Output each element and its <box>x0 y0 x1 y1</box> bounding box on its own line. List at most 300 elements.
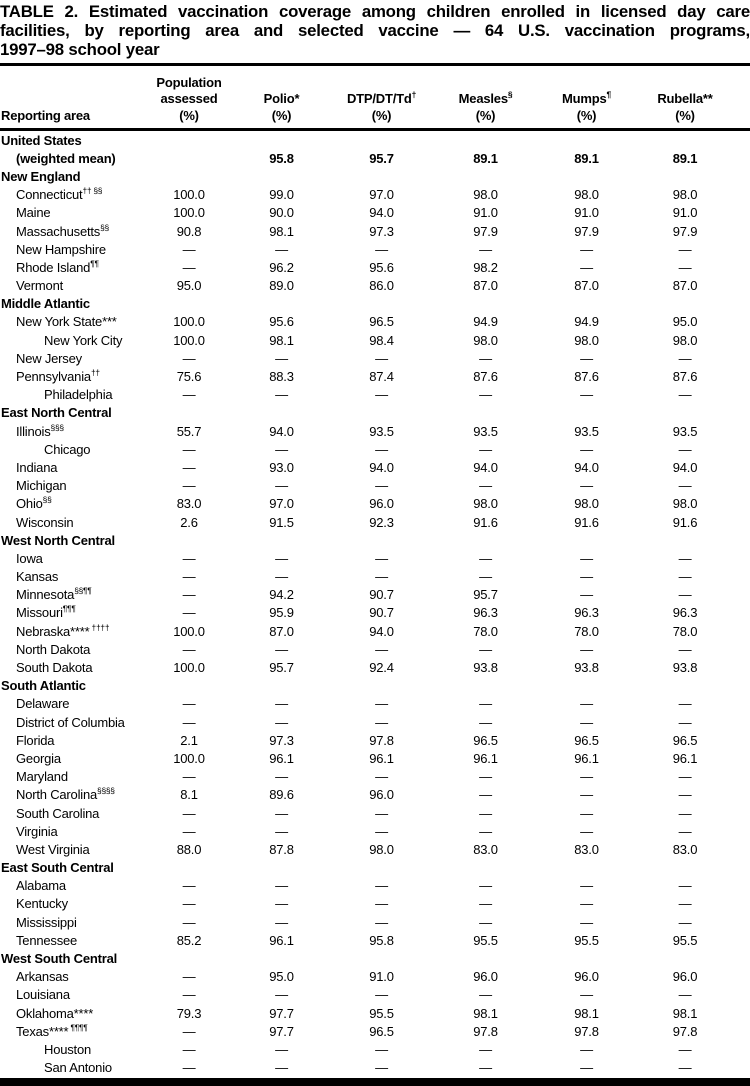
bottom-rule <box>0 1078 750 1086</box>
cell-value: — <box>275 241 288 257</box>
cell-value: 98.4 <box>369 332 394 348</box>
cell-value: 95.0 <box>269 969 294 985</box>
cell-value: 89.1 <box>574 150 599 166</box>
section-row <box>0 531 750 549</box>
cell-value: 78.0 <box>473 623 498 639</box>
cell-value: 95.7 <box>369 150 394 166</box>
cell-value: 98.0 <box>473 187 498 203</box>
cell-value: — <box>479 805 492 821</box>
cell-value: — <box>275 696 288 712</box>
row-label: Rhode Island¶¶ <box>16 258 99 275</box>
cell-value: — <box>375 550 388 566</box>
table-row <box>0 331 750 349</box>
table-row <box>0 204 750 222</box>
cell-value: — <box>375 878 388 894</box>
cell-value: 87.6 <box>672 369 698 385</box>
cell-value: 91.0 <box>574 205 599 221</box>
cell-value: — <box>678 1041 692 1057</box>
cell-value: 87.6 <box>473 369 498 385</box>
footnote-marker: §§¶¶ <box>74 585 92 596</box>
section-row <box>0 167 750 185</box>
footnote-marker: ¶ <box>606 89 611 100</box>
footnote-marker: §§ <box>42 495 52 506</box>
cell-value: — <box>375 696 388 712</box>
cell-value: — <box>580 714 593 730</box>
cell-value: 96.1 <box>672 750 698 766</box>
cell-value: 89.1 <box>672 150 698 166</box>
cell-value: 94.0 <box>574 459 599 475</box>
footnote-marker: ¶¶ <box>90 258 99 269</box>
cell-value: 97.8 <box>369 732 394 748</box>
row-label: Oklahoma**** <box>16 1005 94 1021</box>
cell-value: 93.8 <box>574 660 599 676</box>
footnote-marker: ¶¶¶¶ <box>68 1022 88 1033</box>
cell-value: — <box>182 805 196 821</box>
cell-value: 92.3 <box>369 514 394 530</box>
cell-value: — <box>182 587 196 603</box>
cell-value: — <box>275 769 288 785</box>
table-row <box>0 422 750 440</box>
cell-value: — <box>580 587 593 603</box>
table-row <box>0 604 750 622</box>
cell-value: 96.1 <box>269 750 294 766</box>
cell-value: 94.0 <box>369 623 394 639</box>
cell-value: — <box>182 1023 196 1039</box>
cell-value: — <box>182 478 196 494</box>
cell-value: — <box>479 478 492 494</box>
row-label: Kansas <box>16 569 59 585</box>
cell-value: — <box>479 787 492 803</box>
row-label: Delaware <box>16 696 70 712</box>
cell-value: 98.0 <box>574 187 599 203</box>
cell-value: 94.0 <box>269 423 294 439</box>
cell-value: 97.7 <box>269 1005 294 1021</box>
row-label: Kentucky <box>16 896 68 912</box>
cell-value: 96.3 <box>473 605 498 621</box>
cell-value: — <box>580 350 593 366</box>
cell-value: 95.5 <box>473 932 498 948</box>
cell-value: 96.5 <box>473 732 498 748</box>
column-header-unit: (%) <box>371 107 392 123</box>
cell-value: 97.9 <box>672 223 698 239</box>
cell-value: 95.7 <box>473 587 498 603</box>
cell-value: — <box>479 641 492 657</box>
cell-value: 94.0 <box>672 459 698 475</box>
cell-value: — <box>375 987 388 1003</box>
cell-value: — <box>182 569 196 585</box>
cell-value: — <box>275 805 288 821</box>
cell-value: 98.1 <box>473 1005 498 1021</box>
table-row <box>0 1022 750 1040</box>
cell-value: — <box>678 1060 692 1076</box>
table-title-line: TABLE 2. Estimated vaccination coverage among children enrolled in licensed day care <box>0 2 750 21</box>
cell-value: 97.0 <box>269 496 294 512</box>
footnote-marker: †† <box>90 367 100 378</box>
cell-value: 90.0 <box>269 205 294 221</box>
cell-value: — <box>182 241 196 257</box>
row-label: Chicago <box>44 441 91 457</box>
cell-value: 92.4 <box>369 660 394 676</box>
table-body <box>0 131 750 1077</box>
footnote-marker: †††† <box>89 622 110 633</box>
row-label: Louisiana <box>16 987 70 1003</box>
cell-value: — <box>678 714 692 730</box>
table-row <box>0 149 750 167</box>
row-label: Connecticut†† §§ <box>16 185 103 203</box>
cell-value: — <box>275 387 288 403</box>
table-row <box>0 1059 750 1077</box>
cell-value: 98.0 <box>672 187 698 203</box>
cell-value: 98.0 <box>672 332 698 348</box>
cell-value: 89.0 <box>269 278 294 294</box>
cell-value: — <box>479 878 492 894</box>
cell-value: 95.0 <box>672 314 698 330</box>
cell-value: 2.6 <box>180 514 198 530</box>
cell-value: — <box>182 641 196 657</box>
cell-value: 90.8 <box>176 223 202 239</box>
cell-value: — <box>678 587 692 603</box>
cell-value: 87.0 <box>473 278 498 294</box>
cell-value: 87.6 <box>574 369 599 385</box>
table-row <box>0 386 750 404</box>
cell-value: — <box>275 569 288 585</box>
cell-value: — <box>182 969 196 985</box>
row-label: San Antonio <box>44 1060 112 1076</box>
section-label: United States <box>1 132 82 148</box>
table-row <box>0 768 750 786</box>
row-label: Ohio§§ <box>16 495 52 512</box>
cell-value: 91.0 <box>672 205 698 221</box>
column-header-dtp-dt-td <box>330 91 433 124</box>
cell-value: 96.1 <box>269 932 294 948</box>
table-row <box>0 968 750 986</box>
cell-value: — <box>182 696 196 712</box>
table-row <box>0 895 750 913</box>
row-label: New York City <box>44 332 123 348</box>
cell-value: — <box>580 1060 593 1076</box>
section-label: West North Central <box>1 532 115 548</box>
cell-value: — <box>375 914 388 930</box>
cell-value: 96.0 <box>473 969 498 985</box>
cell-value: 95.0 <box>176 278 202 294</box>
cell-value: — <box>375 769 388 785</box>
cell-value: 98.1 <box>269 332 294 348</box>
cell-value: — <box>182 350 196 366</box>
cell-value: 55.7 <box>176 423 202 439</box>
section-label: Middle Atlantic <box>1 296 90 312</box>
table-row <box>0 277 750 295</box>
cell-value: 86.0 <box>369 278 394 294</box>
table-row <box>0 786 750 804</box>
cell-value: — <box>678 569 692 585</box>
row-label: Massachusetts§§ <box>16 222 109 239</box>
cell-value: — <box>275 1060 288 1076</box>
cell-value: — <box>275 641 288 657</box>
section-row <box>0 295 750 313</box>
cell-value: 96.5 <box>369 314 394 330</box>
cell-value: 96.0 <box>574 969 599 985</box>
table-title-line: facilities, by reporting area and selected vaccine — 64 U.S. vaccination programs, <box>0 21 750 40</box>
cell-value: — <box>580 896 593 912</box>
table-row <box>0 931 750 949</box>
cell-value: — <box>479 714 492 730</box>
cell-value: — <box>182 769 196 785</box>
cell-value: — <box>479 1060 492 1076</box>
column-header-rubella <box>635 91 735 124</box>
cell-value: 90.7 <box>369 587 394 603</box>
table-row <box>0 1040 750 1058</box>
cell-value: — <box>580 805 593 821</box>
cell-value: — <box>275 550 288 566</box>
table-row <box>0 1004 750 1022</box>
row-label: Nebraska**** †††† <box>16 622 110 639</box>
footnote-marker: §§§§ <box>97 786 115 797</box>
row-label: Florida <box>16 732 55 748</box>
cell-value: — <box>678 787 692 803</box>
cell-value: 96.5 <box>672 732 698 748</box>
cell-value: 79.3 <box>176 1005 202 1021</box>
row-label: Indiana <box>16 459 58 475</box>
cell-value: 95.8 <box>369 932 394 948</box>
cell-value: — <box>580 441 593 457</box>
cell-value: 95.6 <box>269 314 294 330</box>
cell-value: — <box>375 387 388 403</box>
cell-value: 96.1 <box>473 750 498 766</box>
cell-value: — <box>678 478 692 494</box>
cell-value: — <box>479 769 492 785</box>
cell-value: 91.0 <box>473 205 498 221</box>
cell-value: 100.0 <box>173 205 205 221</box>
row-label: Texas**** ¶¶¶¶ <box>16 1022 88 1039</box>
cell-value: 93.8 <box>672 660 698 676</box>
cell-value: 98.0 <box>672 496 698 512</box>
cell-value: 93.5 <box>473 423 498 439</box>
cell-value: 97.8 <box>672 1023 698 1039</box>
table-row <box>0 568 750 586</box>
cell-value: 78.0 <box>672 623 698 639</box>
row-label: South Carolina <box>16 805 100 821</box>
cell-value: — <box>375 569 388 585</box>
cell-value: 97.9 <box>574 223 599 239</box>
cell-value: — <box>182 441 196 457</box>
column-header-unit: (%) <box>576 107 597 123</box>
row-label: Illinois§§§ <box>16 422 64 439</box>
table-row <box>0 822 750 840</box>
cell-value: 89.1 <box>473 150 498 166</box>
cell-value: — <box>182 605 196 621</box>
footnote-marker: ¶¶¶ <box>62 604 76 615</box>
cell-value: 95.6 <box>369 259 394 275</box>
cell-value: — <box>580 641 593 657</box>
section-label: New England <box>1 168 81 184</box>
cell-value: 96.0 <box>672 969 698 985</box>
cell-value: 95.5 <box>672 932 698 948</box>
cell-value: — <box>479 696 492 712</box>
cell-value: — <box>275 441 288 457</box>
cell-value: 100.0 <box>173 187 205 203</box>
cell-value: 98.1 <box>269 223 294 239</box>
cell-value: 97.3 <box>269 732 294 748</box>
cell-value: — <box>182 896 196 912</box>
cell-value: — <box>580 1041 593 1057</box>
table-row <box>0 513 750 531</box>
table-row <box>0 186 750 204</box>
row-label: Vermont <box>16 278 64 294</box>
section-label: West South Central <box>1 951 118 967</box>
footnote-marker: §§§ <box>50 422 64 433</box>
cell-value: 2.1 <box>180 732 198 748</box>
cell-value: 93.5 <box>672 423 698 439</box>
row-label: Tennessee <box>16 932 78 948</box>
cell-value: 83.0 <box>176 496 202 512</box>
cell-value: 95.8 <box>269 150 294 166</box>
row-label: Georgia <box>16 750 61 766</box>
cell-value: 91.0 <box>369 969 394 985</box>
cell-value: 97.3 <box>369 223 394 239</box>
cell-value: — <box>182 1060 196 1076</box>
table-row <box>0 913 750 931</box>
cell-value: — <box>375 896 388 912</box>
cell-value: — <box>479 441 492 457</box>
cell-value: 98.0 <box>473 332 498 348</box>
row-label: New Hampshire <box>16 241 106 257</box>
row-label: North Carolina§§§§ <box>16 786 115 803</box>
row-label: Pennsylvania†† <box>16 367 100 385</box>
cell-value: — <box>275 823 288 839</box>
row-label: Philadelphia <box>44 387 113 403</box>
row-label: Alabama <box>16 878 66 894</box>
row-label: Virginia <box>16 823 58 839</box>
table-row <box>0 695 750 713</box>
cell-value: — <box>375 350 388 366</box>
column-header-unit: (%) <box>475 107 496 123</box>
row-label: (weighted mean) <box>16 150 116 166</box>
cell-value: 83.0 <box>574 841 599 857</box>
row-label: Maryland <box>16 769 68 785</box>
section-label: East South Central <box>1 860 114 876</box>
cell-value: 95.5 <box>369 1005 394 1021</box>
table-row <box>0 313 750 331</box>
cell-value: 95.7 <box>269 660 294 676</box>
cell-value: — <box>580 478 593 494</box>
cell-value: 97.8 <box>574 1023 599 1039</box>
column-header-line: Measles§ <box>458 89 513 106</box>
cell-value: 93.0 <box>269 459 294 475</box>
table-row <box>0 731 750 749</box>
cell-value: — <box>479 550 492 566</box>
cell-value: — <box>275 896 288 912</box>
cell-value: 96.0 <box>369 496 394 512</box>
cell-value: — <box>580 550 593 566</box>
section-row <box>0 677 750 695</box>
row-label: Michigan <box>16 478 67 494</box>
cell-value: 98.0 <box>473 496 498 512</box>
cell-value: 96.3 <box>672 605 698 621</box>
cell-value: — <box>479 914 492 930</box>
row-label: North Dakota <box>16 641 91 657</box>
cell-value: 78.0 <box>574 623 599 639</box>
section-row <box>0 404 750 422</box>
cell-value: 97.9 <box>473 223 498 239</box>
cell-value: — <box>678 259 692 275</box>
table-row <box>0 877 750 895</box>
cell-value: — <box>580 387 593 403</box>
column-header-line: assessed <box>160 91 218 106</box>
cell-value: — <box>375 714 388 730</box>
cell-value: — <box>182 387 196 403</box>
cell-value: — <box>182 987 196 1003</box>
cell-value: 100.0 <box>173 623 205 639</box>
cell-value: — <box>479 1041 492 1057</box>
cell-value: — <box>678 896 692 912</box>
cell-value: 94.9 <box>473 314 498 330</box>
cell-value: 87.0 <box>269 623 294 639</box>
cell-value: — <box>479 241 492 257</box>
cell-value: 96.1 <box>369 750 394 766</box>
cell-value: 91.5 <box>269 514 294 530</box>
cell-value: — <box>275 878 288 894</box>
cell-value: 96.1 <box>574 750 599 766</box>
table-row <box>0 658 750 676</box>
cell-value: — <box>678 878 692 894</box>
cell-value: — <box>479 350 492 366</box>
cell-value: 98.0 <box>574 496 599 512</box>
cell-value: — <box>580 914 593 930</box>
cell-value: 89.6 <box>269 787 294 803</box>
table-row <box>0 549 750 567</box>
cell-value: 99.0 <box>269 187 294 203</box>
row-label: Maine <box>16 205 51 221</box>
cell-value: — <box>678 387 692 403</box>
table-title <box>0 0 750 59</box>
cell-value: 98.0 <box>369 841 394 857</box>
cell-value: 98.2 <box>473 259 498 275</box>
cell-value: 91.6 <box>672 514 698 530</box>
footnote-marker: † <box>411 89 417 100</box>
cell-value: — <box>678 350 692 366</box>
cell-value: — <box>580 259 593 275</box>
cell-value: 96.0 <box>369 787 394 803</box>
cell-value: 98.1 <box>574 1005 599 1021</box>
cell-value: 95.5 <box>574 932 599 948</box>
cell-value: 87.0 <box>574 278 599 294</box>
table-row <box>0 440 750 458</box>
cell-value: — <box>580 823 593 839</box>
cell-value: — <box>275 478 288 494</box>
cell-value: — <box>678 641 692 657</box>
cell-value: — <box>678 696 692 712</box>
footnote-marker: §§ <box>100 222 109 233</box>
section-label: East North Central <box>1 405 112 421</box>
table-header <box>0 66 750 128</box>
cell-value: — <box>375 1060 388 1076</box>
table-row <box>0 640 750 658</box>
table-row <box>0 713 750 731</box>
row-label: Iowa <box>16 550 43 566</box>
cell-value: — <box>182 878 196 894</box>
cell-value: — <box>580 696 593 712</box>
cell-value: — <box>375 441 388 457</box>
footnote-marker: †† §§ <box>82 185 103 196</box>
cell-value: — <box>182 459 196 475</box>
cell-value: — <box>375 641 388 657</box>
cell-value: — <box>275 1041 288 1057</box>
table-row <box>0 749 750 767</box>
cell-value: 87.8 <box>269 841 294 857</box>
cell-value: — <box>678 241 692 257</box>
column-header-population-assessed <box>145 75 233 125</box>
row-label: Arkansas <box>16 969 69 985</box>
